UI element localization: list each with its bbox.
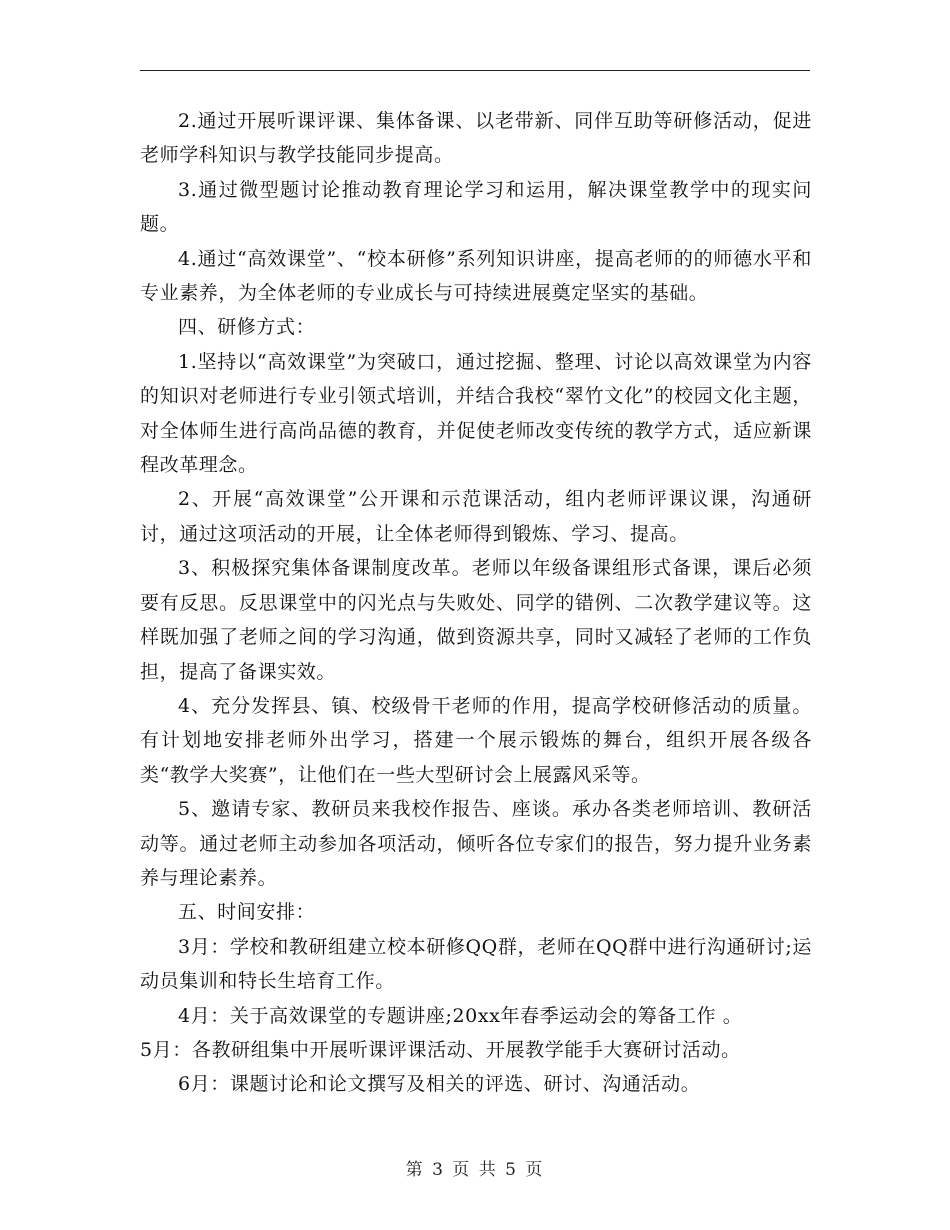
paragraph-method-5: 5、邀请专家、教研员来我校作报告、座谈。承办各类老师培训、教研活动等。通过老师主动参加各项活动，倾听各位专家们的报告，努力提升业务素养与理论素养。 [140, 798, 812, 889]
schedule-may: 5月：各教研组集中开展听课评课活动、开展教学能手大赛研讨活动。 [140, 1038, 741, 1061]
schedule-june: 6月：课题讨论和论文撰写及相关的评选、研讨、沟通活动。 [178, 1073, 701, 1096]
page-number-footer: 第 3 页 共 5 页 [405, 1160, 545, 1180]
body-text [140, 104, 812, 1102]
section-heading-schedule: 五、时间安排： [178, 901, 316, 924]
paragraph-method-1: 1.坚持以“高效课堂”为突破口，通过挖掘、整理、讨论以高效课堂为内容的知识对老师进行专业引领式培训，并结合我校“翠竹文化”的校园文化主题，对全体师生进行高尚品德的教育，并促使老师改变传统的教学方式，适应新课程改革理念。 [140, 350, 812, 477]
section-heading-methods: 四、研修方式： [178, 316, 316, 339]
paragraph-goal-3: 3.通过微型题讨论推动教育理论学习和运用，解决课堂教学中的现实问题。 [140, 178, 812, 236]
schedule-march: 3月：学校和教研组建立校本研修QQ群，老师在QQ群中进行沟通研讨;运动员集训和特长生培育工作。 [140, 935, 812, 993]
paragraph-method-2: 2、开展“高效课堂”公开课和示范课活动，组内老师评课议课，沟通研讨，通过这项活动的开展，让全体老师得到锻炼、学习、提高。 [140, 488, 812, 545]
paragraph-goal-2: 2.通过开展听课评课、集体备课、以老带新、同伴互助等研修活动，促进老师学科知识与教学技能同步提高。 [140, 110, 812, 167]
schedule-april: 4月：关于高效课堂的专题讲座;20xx年春季运动会的筹备工作 。 [178, 1004, 743, 1027]
header-rule [140, 70, 810, 71]
paragraph-goal-4: 4.通过“高效课堂”、“校本研修”系列知识讲座，提高老师的的师德水平和专业素养，为全体老师的专业成长与可持续进展奠定坚实的基础。 [140, 247, 812, 305]
paragraph-method-4: 4、充分发挥县、镇、校级骨干老师的作用，提高学校研修活动的质量。有计划地安排老师外出学习，搭建一个展示锻炼的舞台，组织开展各级各类“教学大奖赛”，让他们在一些大型研讨会上展露风采等。 [140, 694, 812, 786]
paragraph-method-3: 3、积极探究集体备课制度改革。老师以年级备课组形式备课，课后必须要有反思。反思课堂中的闪光点与失败处、同学的错例、二次教学建议等。这样既加强了老师之间的学习沟通，做到资源共享，同时又减轻了老师的工作负担，提高了备课实效。 [140, 557, 812, 683]
